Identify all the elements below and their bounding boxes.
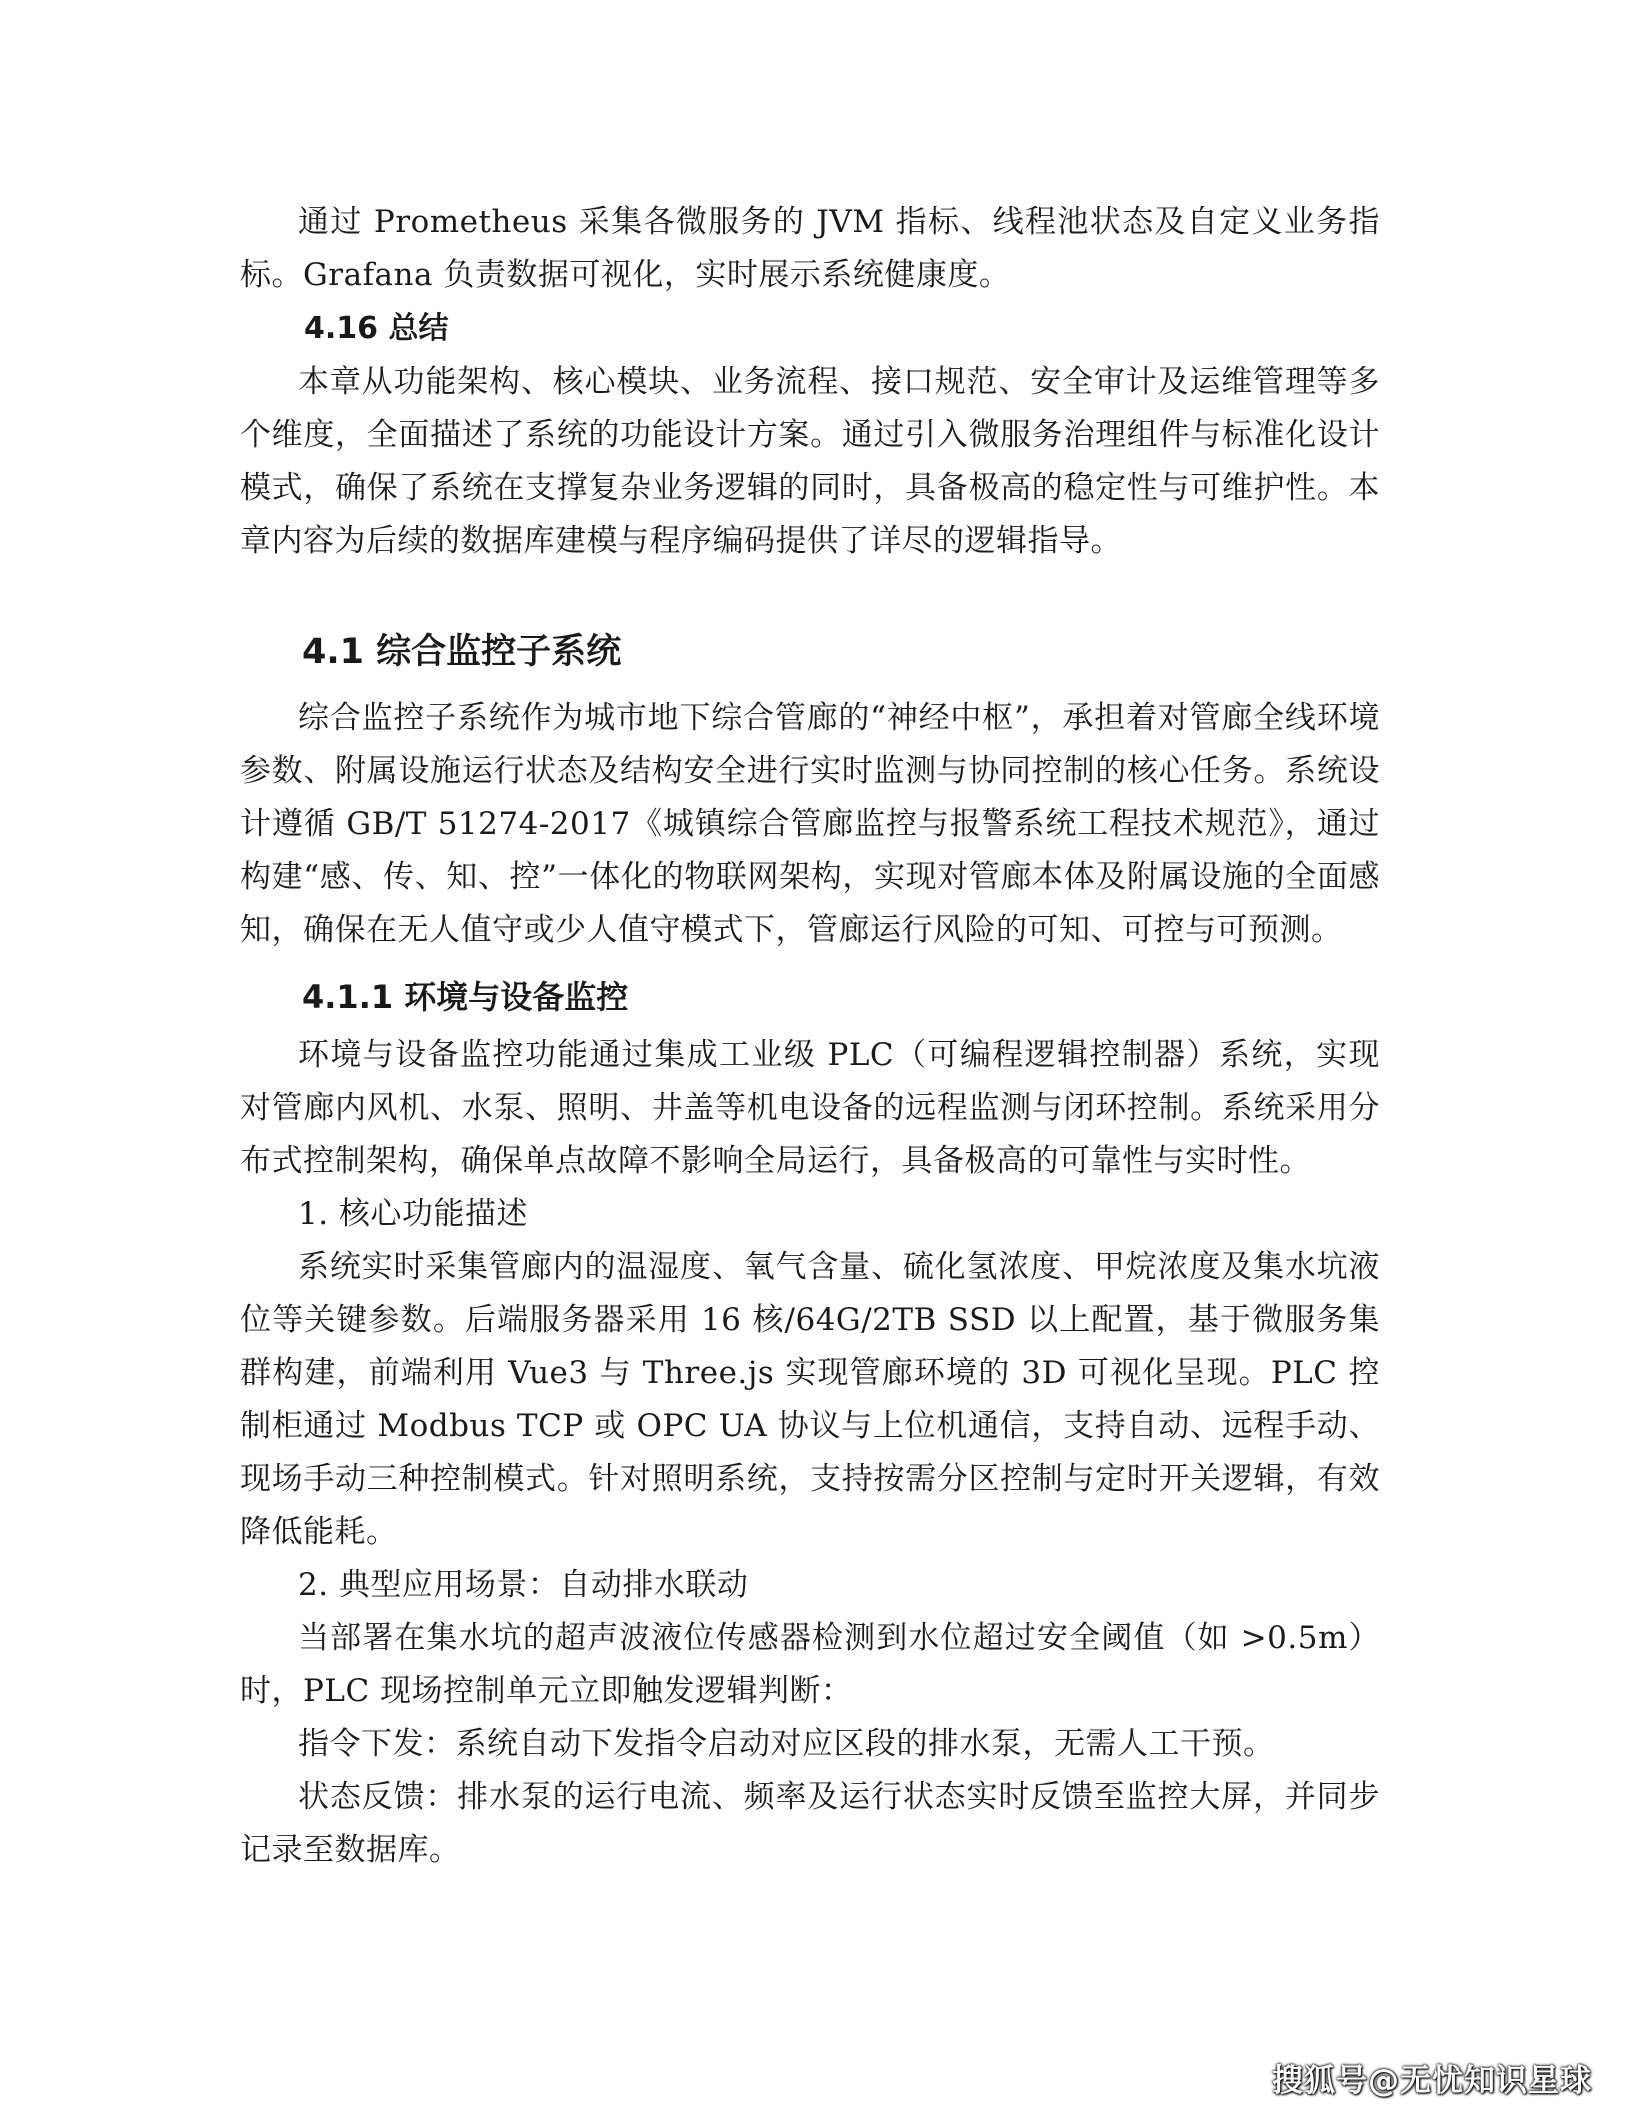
section-4-1-1-paragraph: 环境与设备监控功能通过集成工业级 PLC（可编程逻辑控制器）系统，实现对管廊内风机、水泵、照明、井盖等机电设备的远程监测与闭环控制。系统采用分布式控制架构，确保单点故障不影响全局运行，具备极高的可靠性与实时性。 bbox=[240, 1037, 1380, 1179]
summary-heading: 4.16 总结 bbox=[304, 311, 449, 346]
scenario-paragraph: 当部署在集水坑的超声波液位传感器检测到水位超过安全阈值（如 >0.5m）时，PLC 现场控制单元立即触发逻辑判断： bbox=[240, 1620, 1380, 1709]
document-page bbox=[240, 196, 1380, 1877]
summary-paragraph: 本章从功能架构、核心模块、业务流程、接口规范、安全审计及运维管理等多个维度，全面描述了系统的功能设计方案。通过引入微服务治理组件与标准化设计模式，确保了系统在支撑复杂业务逻辑的同时，具备极高的稳定性与可维护性。本章内容为后续的数据库建模与程序编码提供了详尽的逻辑指导。 bbox=[240, 364, 1380, 559]
scenario-step-feedback: 状态反馈：排水泵的运行电流、频率及运行状态实时反馈至监控大屏，并同步记录至数据库。 bbox=[240, 1779, 1380, 1868]
sohu-watermark: 搜狐号@无忧知识星球 bbox=[1272, 2063, 1592, 2099]
scenario-step-command: 指令下发：系统自动下发指令启动对应区段的排水泵，无需人工干预。 bbox=[298, 1726, 1275, 1762]
section-4-1-heading: 4.1 综合监控子系统 bbox=[302, 632, 622, 672]
section-4-1-1-heading: 4.1.1 环境与设备监控 bbox=[302, 978, 629, 1016]
intro-paragraph: 通过 Prometheus 采集各微服务的 JVM 指标、线程池状态及自定义业务指标。Grafana 负责数据可视化，实时展示系统健康度。 bbox=[240, 204, 1380, 293]
core-function-title: 1. 核心功能描述 bbox=[298, 1196, 528, 1232]
scenario-title: 2. 典型应用场景：自动排水联动 bbox=[298, 1567, 749, 1603]
section-4-1-paragraph: 综合监控子系统作为城市地下综合管廊的“神经中枢”，承担着对管廊全线环境参数、附属设施运行状态及结构安全进行实时监测与协同控制的核心任务。系统设计遵循 GB/T 51274-2017《城镇综合管廊监控与报警系统工程技术规范》，通过构建“感、传、知、控”一体化的物联网架构，实现对管廊本体及附属设施的全面感知，确保在无人值守或少人值守模式下，管廊运行风险的可知、可控与可预测。 bbox=[240, 700, 1380, 948]
core-function-paragraph: 系统实时采集管廊内的温湿度、氧气含量、硫化氢浓度、甲烷浓度及集水坑液位等关键参数。后端服务器采用 16 核/64G/2TB SSD 以上配置，基于微服务集群构建，前端利用 Vue3 与 Three.js 实现管廊环境的 3D 可视化呈现。PLC 控制柜通过 Modbus TCP 或 OPC UA 协议与上位机通信，支持自动、远程手动、现场手动三种控制模式。针对照明系统，支持按需分区控制与定时开关逻辑，有效降低能耗。 bbox=[240, 1249, 1380, 1550]
